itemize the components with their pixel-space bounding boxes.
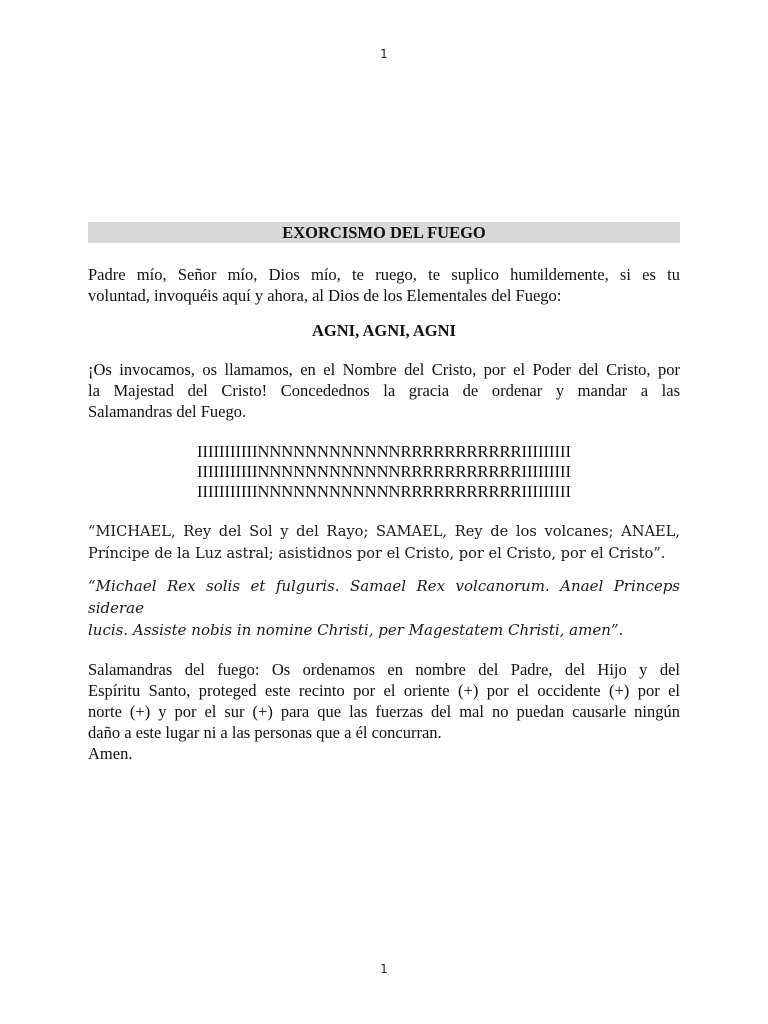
chant-line: IIIIIIIIIIINNNNNNNNNNNNRRRRRRRRRRRIIIIIIIII xyxy=(197,462,571,481)
paragraph-line: la Majestad del Cristo! Concedednos la gracia de ordenar y mandar a las xyxy=(88,381,680,400)
archangel-invocation xyxy=(88,521,680,565)
latin-line: “Michael Rex solis et fulguris. Samael Rex volcanorum. Anael Princeps siderae xyxy=(88,577,680,617)
document-body xyxy=(88,222,680,764)
paragraph-line: ¡Os invocamos, os llamamos, en el Nombre del Cristo, por el Poder del Cristo, por xyxy=(88,360,680,379)
chant-line: IIIIIIIIIIINNNNNNNNNNNNRRRRRRRRRRRIIIIIIIII xyxy=(197,442,571,461)
paragraph-line: Padre mío, Señor mío, Dios mío, te ruego, te suplico humildemente, si es tu xyxy=(88,265,680,284)
chant-block xyxy=(88,442,680,502)
section-heading-agni: AGNI, AGNI, AGNI xyxy=(312,321,456,340)
paragraph-line: Amen. xyxy=(88,744,133,763)
invocation-line: Príncipe de la Luz astral; asistidnos por el Cristo, por el Cristo, por el Cristo”. xyxy=(88,545,666,562)
page-number-bottom: 1 xyxy=(380,962,388,976)
paragraph-invocation xyxy=(88,359,680,422)
invocation-line: “MICHAEL, Rey del Sol y del Rayo; SAMAEL, Rey de los volcanes; ANAEL, xyxy=(88,523,680,540)
paragraph-line: daño a este lugar ni a las personas que a él concurran. xyxy=(88,723,442,742)
paragraph-salamander-command xyxy=(88,659,680,764)
document-title: EXORCISMO DEL FUEGO xyxy=(88,222,680,243)
paragraph-opening-prayer xyxy=(88,264,680,306)
chant-line: IIIIIIIIIIINNNNNNNNNNNNRRRRRRRRRRRIIIIIIIII xyxy=(197,482,571,501)
latin-invocation xyxy=(88,575,680,641)
page-number-top: 1 xyxy=(380,47,388,61)
latin-line: lucis. Assiste nobis in nomine Christi, per Magestatem Christi, amen”. xyxy=(88,621,624,639)
paragraph-line: Salamandras del Fuego. xyxy=(88,402,247,421)
paragraph-line: norte (+) y por el sur (+) para que las fuerzas del mal no puedan causarle ningún xyxy=(88,702,680,721)
paragraph-line: Salamandras del fuego: Os ordenamos en nombre del Padre, del Hijo y del xyxy=(88,660,680,679)
paragraph-line: Espíritu Santo, proteged este recinto por el oriente (+) por el occidente (+) por el xyxy=(88,681,680,700)
paragraph-line: voluntad, invoquéis aquí y ahora, al Dios de los Elementales del Fuego: xyxy=(88,286,562,305)
